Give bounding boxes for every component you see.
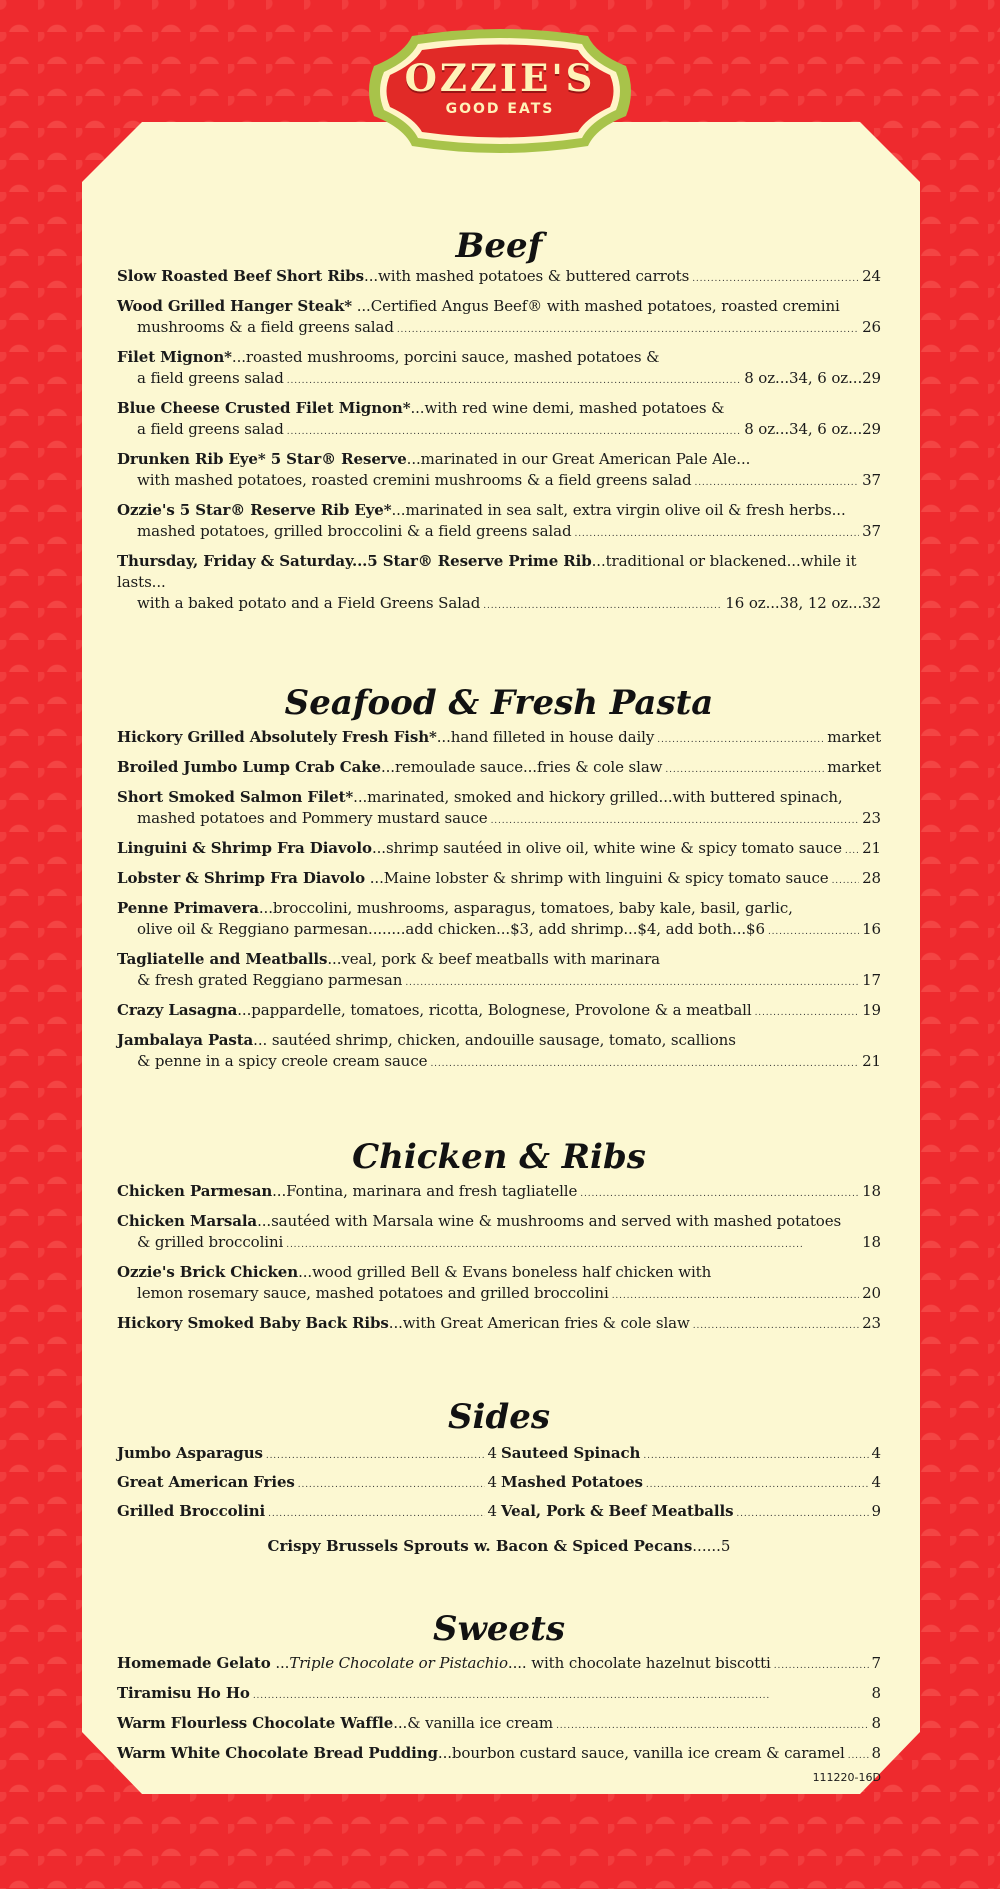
- menu-item-line-2: [117, 368, 881, 392]
- menu-item-line: [117, 1653, 881, 1677]
- menu-item-text: [117, 1743, 845, 1764]
- menu-item-desc: ...traditional or blackened...while it lasts...: [117, 552, 857, 591]
- menu-item: [117, 838, 881, 862]
- sides-left-column: [117, 1443, 497, 1530]
- dot-leader: [768, 919, 859, 943]
- menu-item: [117, 868, 881, 892]
- chicken-items: [117, 1181, 881, 1337]
- menu-item-desc-2: & fresh grated Reggiano parmesan: [137, 971, 403, 989]
- side-item-brussels-sprouts: [117, 1536, 881, 1557]
- menu-item-name: Ozzie's Brick Chicken: [117, 1263, 299, 1281]
- sides-grid: [117, 1443, 881, 1530]
- menu-item-name: Broiled Jumbo Lump Crab Cake: [117, 758, 381, 776]
- menu-item-desc-2: mushrooms & a field greens salad: [137, 318, 394, 336]
- menu-item: [117, 398, 881, 443]
- menu-item-price: 16: [862, 920, 881, 938]
- menu-item-name: Lobster & Shrimp Fra Diavolo: [117, 869, 366, 887]
- menu-item: [117, 1030, 881, 1075]
- menu-item-desc: ...sautéed with Marsala wine & mushrooms and served with mashed potatoes: [257, 1212, 842, 1230]
- menu-item-desc: ...marinated in our Great American Pale Ale...: [406, 450, 751, 468]
- menu-item-price: 18: [862, 1182, 881, 1200]
- menu-item-line: [117, 757, 881, 781]
- menu-item-text: [117, 1713, 553, 1734]
- menu-item-desc: ...pappardelle, tomatoes, ricotta, Bolognese, Provolone & a meatball: [237, 1001, 752, 1019]
- menu-item-price: 21: [862, 839, 881, 857]
- menu-item-name: Filet Mignon*: [117, 348, 232, 366]
- section-title-chicken: Chicken & Ribs: [352, 1137, 646, 1177]
- menu-item-name: Wood Grilled Hanger Steak*: [117, 297, 353, 315]
- sides-right-column: [501, 1443, 881, 1530]
- menu-item-text: [117, 868, 829, 889]
- side-item-name: Sauteed Spinach: [501, 1444, 641, 1462]
- menu-item-desc-2: mashed potatoes and Pommery mustard sauce: [137, 809, 488, 827]
- menu-item-price: market: [827, 728, 881, 746]
- menu-item-text: [117, 950, 660, 968]
- menu-item-line: [117, 787, 881, 808]
- menu-item-name: Chicken Parmesan: [117, 1182, 273, 1200]
- menu-item-price: 23: [862, 1314, 881, 1332]
- chicken-section: [117, 1137, 881, 1337]
- menu-item-text: [117, 1000, 752, 1021]
- menu-item-name: Crazy Lasagna: [117, 1001, 238, 1019]
- menu-item-price: 37: [862, 522, 881, 540]
- dot-leader: [298, 1472, 485, 1496]
- menu-item-line-2: [117, 1232, 881, 1256]
- dot-leader: [643, 1443, 868, 1467]
- menu-item-name: Tagliatelle and Meatballs: [117, 950, 328, 968]
- menu-item-price: 7: [871, 1654, 881, 1672]
- beef-section: [117, 226, 881, 617]
- menu-item-line-2: [117, 919, 881, 943]
- menu-item: [117, 1653, 881, 1677]
- menu-item-line-2: [117, 419, 881, 443]
- menu-item-text: [117, 899, 793, 917]
- dot-leader: [774, 1653, 869, 1677]
- menu-item-price: 19: [862, 1001, 881, 1019]
- side-item-name: Great American Fries: [117, 1473, 295, 1491]
- menu-item-desc: ...Certified Angus Beef® with mashed potatoes, roasted cremini: [352, 297, 840, 315]
- menu-item-text: [117, 501, 846, 519]
- side-item-price: 9: [871, 1502, 881, 1520]
- menu-item-name: Penne Primavera: [117, 899, 259, 917]
- section-title-beef: Beef: [455, 226, 543, 266]
- menu-item-price: 24: [862, 267, 881, 285]
- menu-item: [117, 500, 881, 545]
- side-item-name: Grilled Broccolini: [117, 1502, 266, 1520]
- dot-leader: [694, 470, 859, 494]
- menu-item: [117, 1181, 881, 1205]
- menu-item-price: market: [827, 758, 881, 776]
- seafood-items: [117, 727, 881, 1075]
- side-item-name: Crispy Brussels Sprouts w. Bacon & Spiced Pecans: [267, 1537, 693, 1555]
- menu-item-desc-2: a field greens salad: [137, 420, 284, 438]
- menu-item: [117, 1211, 881, 1256]
- menu-item-price: 16 oz...38, 12 oz...32: [725, 594, 881, 612]
- menu-item-text: [117, 727, 654, 748]
- sweets-section: [117, 1609, 881, 1785]
- menu-item-text: [117, 297, 840, 315]
- menu-item-price: 8 oz...34, 6 oz...29: [744, 420, 881, 438]
- side-item: [501, 1501, 881, 1525]
- menu-item-line: [117, 551, 881, 593]
- menu-item-line: [117, 838, 881, 862]
- menu-item: [117, 347, 881, 392]
- menu-item: [117, 949, 881, 994]
- menu-item-name: Warm Flourless Chocolate Waffle: [117, 1714, 394, 1732]
- dot-leader: [693, 1313, 859, 1337]
- menu-item-line: [117, 398, 881, 419]
- dot-leader: [556, 1713, 868, 1737]
- menu-item: [117, 449, 881, 494]
- menu-item-line: [117, 1030, 881, 1051]
- dot-leader: [612, 1283, 859, 1307]
- menu-item-desc-2: with a baked potato and a Field Greens Salad: [137, 594, 481, 612]
- menu-item-desc-2: a field greens salad: [137, 369, 284, 387]
- menu-item-desc: ...Fontina, marinara and fresh tagliatelle: [272, 1182, 578, 1200]
- footer-code: 111220-16D: [812, 1771, 881, 1784]
- ozzies-logo: [364, 28, 636, 154]
- menu-item-line-2: [117, 521, 881, 545]
- menu-item-text: [117, 838, 842, 859]
- menu-item: [117, 1000, 881, 1024]
- dot-leader: [845, 838, 859, 862]
- menu-item-name: Slow Roasted Beef Short Ribs: [117, 267, 365, 285]
- dot-leader: [286, 1232, 859, 1256]
- menu-item-line-2: [117, 808, 881, 832]
- side-item-price: 4: [487, 1473, 497, 1491]
- menu-item-desc: ...remoulade sauce...fries & cole slaw: [380, 758, 663, 776]
- dot-leader: [397, 317, 859, 341]
- dot-leader: [736, 1501, 868, 1525]
- menu-item-text: [117, 1313, 690, 1334]
- menu-item: [117, 551, 881, 617]
- menu-item-name: Jambalaya Pasta: [117, 1031, 254, 1049]
- menu-item-text: [117, 1031, 736, 1049]
- seafood-section: [117, 683, 881, 1075]
- menu-item-name: Hickory Smoked Baby Back Ribs: [117, 1314, 389, 1332]
- menu-item-desc: ...roasted mushrooms, porcini sauce, mashed potatoes &: [231, 348, 660, 366]
- menu-item-name: Hickory Grilled Absolutely Fresh Fish*: [117, 728, 437, 746]
- menu-item-price: 8: [871, 1714, 881, 1732]
- menu-item-name: Drunken Rib Eye* 5 Star® Reserve: [117, 450, 407, 468]
- menu-item-line: [117, 347, 881, 368]
- side-item: [117, 1472, 497, 1496]
- menu-item-line: [117, 1000, 881, 1024]
- dot-leader: [253, 1683, 869, 1707]
- logo-subtitle: GOOD EATS: [445, 100, 555, 117]
- menu-item: [117, 727, 881, 751]
- menu-item-line: [117, 727, 881, 751]
- menu-item-name: Blue Cheese Crusted Filet Mignon*: [117, 399, 411, 417]
- menu-item-desc: ...hand filleted in house daily: [436, 728, 655, 746]
- menu-item-text: [117, 1683, 250, 1704]
- dot-leader: [665, 757, 824, 781]
- menu-item-text: [117, 1181, 577, 1202]
- menu-item-desc-2: & grilled broccolini: [137, 1233, 284, 1251]
- menu-item-text: [117, 788, 843, 806]
- menu-item-desc: ...with mashed potatoes & buttered carrots: [364, 267, 690, 285]
- section-title-sweets: Sweets: [433, 1609, 565, 1649]
- side-item-price: 4: [487, 1502, 497, 1520]
- menu-item-price: 23: [862, 809, 881, 827]
- menu-item-desc: ...& vanilla ice cream: [393, 1714, 554, 1732]
- menu-item-line: [117, 1743, 881, 1767]
- menu-item-line: [117, 868, 881, 892]
- menu-item-line-2: [117, 593, 881, 617]
- menu-item: [117, 296, 881, 341]
- menu-item-desc-italic: Triple Chocolate or Pistachio: [289, 1654, 508, 1672]
- menu-item-line: [117, 500, 881, 521]
- menu-item-line: [117, 1683, 881, 1707]
- menu-item-desc-after: .... with chocolate hazelnut biscotti: [507, 1654, 771, 1672]
- menu-item-desc: ... sautéed shrimp, chicken, andouille sausage, tomato, scallions: [253, 1031, 736, 1049]
- menu-item-price: 20: [862, 1284, 881, 1302]
- menu-item-name: Ozzie's 5 Star® Reserve Rib Eye*: [117, 501, 392, 519]
- menu-item-price: 17: [862, 971, 881, 989]
- menu-item-desc: ...with red wine demi, mashed potatoes &: [410, 399, 725, 417]
- menu-item-desc-2: with mashed potatoes, roasted cremini mushrooms & a field greens salad: [137, 471, 692, 489]
- menu-item-line-2: [117, 1051, 881, 1075]
- menu-item-text: [117, 399, 724, 417]
- logo-title: OZZIE'S: [404, 55, 596, 100]
- dot-leader: [848, 1743, 869, 1767]
- menu-item-desc: ...bourbon custard sauce, vanilla ice cream & caramel: [437, 1744, 845, 1762]
- dot-leader: [287, 419, 741, 443]
- menu-item-text: [117, 1212, 841, 1230]
- side-item: [117, 1443, 497, 1467]
- menu-item-name: Linguini & Shrimp Fra Diavolo: [117, 839, 372, 857]
- menu-item-desc: ...veal, pork & beef meatballs with marinara: [327, 950, 660, 968]
- dot-leader: [287, 368, 741, 392]
- side-item: [117, 1501, 497, 1525]
- dot-leader: [832, 868, 860, 892]
- menu-item-line: [117, 449, 881, 470]
- menu-item-text: [117, 1653, 771, 1674]
- menu-item: [117, 787, 881, 832]
- dot-leader: [657, 727, 824, 751]
- menu-item-name: Tiramisu Ho Ho: [117, 1684, 250, 1702]
- side-item-price: 4: [871, 1444, 881, 1462]
- menu-item-line-2: [117, 470, 881, 494]
- dot-leader: [430, 1051, 859, 1075]
- beef-items: [117, 266, 881, 617]
- menu-item-name: Warm White Chocolate Bread Pudding: [117, 1744, 438, 1762]
- menu-item-name: Homemade Gelato: [117, 1654, 271, 1672]
- menu-item-desc-2: olive oil & Reggiano parmesan........add chicken...$3, add shrimp...$4, add both...$6: [137, 920, 765, 938]
- menu-item-text: [117, 757, 662, 778]
- menu-item-price: 28: [862, 869, 881, 887]
- menu-item: [117, 898, 881, 943]
- dot-leader: [491, 808, 860, 832]
- menu-item: [117, 1743, 881, 1767]
- menu-item-name: Chicken Marsala: [117, 1212, 258, 1230]
- menu-item-price: 21: [862, 1052, 881, 1070]
- menu-item-line-2: [117, 1283, 881, 1307]
- menu-item-line: [117, 1313, 881, 1337]
- menu-item: [117, 757, 881, 781]
- menu-item-desc: ...shrimp sautéed in olive oil, white wine & spicy tomato sauce: [371, 839, 842, 857]
- menu-item-price: 8: [871, 1744, 881, 1762]
- menu-item: [117, 1262, 881, 1307]
- menu-item-price: 8: [871, 1684, 881, 1702]
- dot-leader: [580, 1181, 859, 1205]
- side-item-name: Veal, Pork & Beef Meatballs: [501, 1502, 734, 1520]
- menu-item: [117, 1713, 881, 1737]
- sides-section: [117, 1397, 881, 1557]
- menu-item-desc-2: mashed potatoes, grilled broccolini & a field greens salad: [137, 522, 572, 540]
- menu-item-line: [117, 898, 881, 919]
- menu-content: [117, 226, 881, 1785]
- menu-item-price: 8 oz...34, 6 oz...29: [744, 369, 881, 387]
- menu-item-desc: ...Maine lobster & shrimp with linguini & spicy tomato sauce: [365, 869, 829, 887]
- menu-item: [117, 266, 881, 290]
- menu-item-line: [117, 949, 881, 970]
- side-item-price: 4: [487, 1444, 497, 1462]
- dot-leader: [646, 1472, 869, 1496]
- dot-leader: [268, 1501, 484, 1525]
- menu-item: [117, 1683, 881, 1707]
- menu-item: [117, 1313, 881, 1337]
- menu-item-desc: ...marinated, smoked and hickory grilled...with buttered spinach,: [353, 788, 843, 806]
- menu-item-line: [117, 1211, 881, 1232]
- menu-item-desc: ...: [270, 1654, 290, 1672]
- menu-item-text: [117, 1263, 711, 1281]
- menu-item-line: [117, 266, 881, 290]
- side-item-name: Mashed Potatoes: [501, 1473, 643, 1491]
- side-item: [501, 1443, 881, 1467]
- menu-item-name: Short Smoked Salmon Filet*: [117, 788, 354, 806]
- menu-item-desc: ...wood grilled Bell & Evans boneless half chicken with: [298, 1263, 712, 1281]
- menu-item-desc-2: & penne in a spicy creole cream sauce: [137, 1052, 428, 1070]
- section-title-sides: Sides: [447, 1397, 551, 1437]
- side-item-price: 4: [871, 1473, 881, 1491]
- menu-item-price: 37: [862, 471, 881, 489]
- side-item: [501, 1472, 881, 1496]
- section-title-seafood: Seafood & Fresh Pasta: [284, 683, 714, 723]
- menu-item-price: 18: [862, 1233, 881, 1251]
- menu-item-desc: ...with Great American fries & cole slaw: [388, 1314, 690, 1332]
- sweets-items: [117, 1653, 881, 1767]
- dot-leader: [692, 266, 859, 290]
- menu-item-text: [117, 450, 750, 468]
- menu-item-price: 26: [862, 318, 881, 336]
- menu-item-line-2: [117, 317, 881, 341]
- menu-item-text: [117, 266, 689, 287]
- menu-item-desc-2: lemon rosemary sauce, mashed potatoes and grilled broccolini: [137, 1284, 609, 1302]
- menu-item-text: [117, 552, 856, 591]
- side-item-price: ......5: [692, 1537, 731, 1555]
- menu-item-name: Thursday, Friday & Saturday...5 Star® Reserve Prime Rib: [117, 552, 592, 570]
- menu-item-line: [117, 1181, 881, 1205]
- menu-item-desc: ...marinated in sea salt, extra virgin olive oil & fresh herbs...: [391, 501, 846, 519]
- dot-leader: [574, 521, 859, 545]
- menu-item-line: [117, 1262, 881, 1283]
- menu-item-desc: ...broccolini, mushrooms, asparagus, tomatoes, baby kale, basil, garlic,: [258, 899, 793, 917]
- menu-item-line: [117, 296, 881, 317]
- dot-leader: [755, 1000, 860, 1024]
- menu-item-line: [117, 1713, 881, 1737]
- dot-leader: [405, 970, 859, 994]
- side-item-name: Jumbo Asparagus: [117, 1444, 263, 1462]
- menu-item-line-2: [117, 970, 881, 994]
- menu-item-text: [117, 348, 659, 366]
- dot-leader: [266, 1443, 485, 1467]
- dot-leader: [483, 593, 722, 617]
